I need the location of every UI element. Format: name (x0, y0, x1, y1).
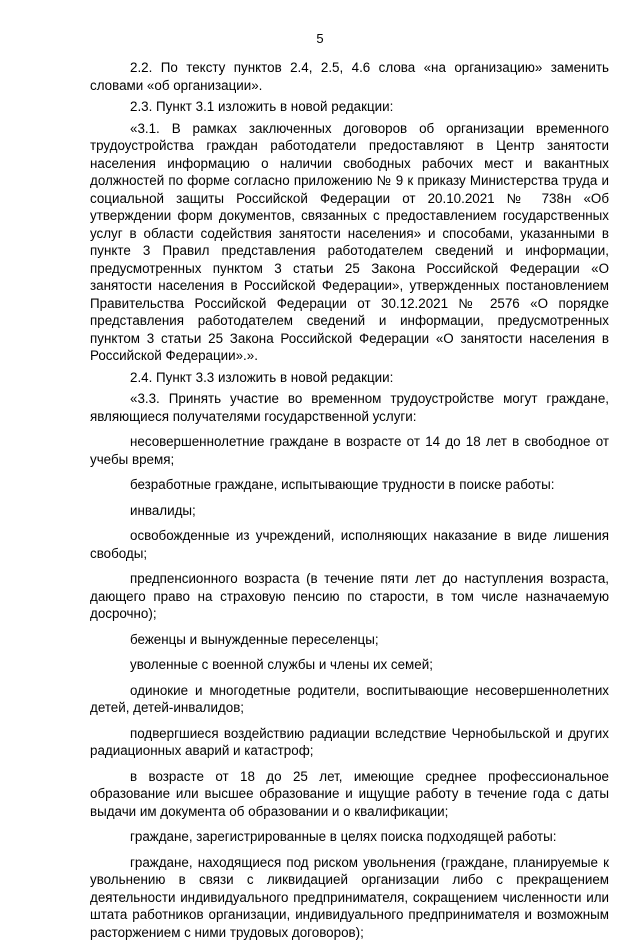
list-item-unemployed-heading: безработные граждане, испытывающие трудности в поиске работы: (130, 477, 555, 492)
list-item-single-parents: одинокие и многодетные родители, воспитывающие несовершеннолетних детей, детей-инвалидов; (90, 682, 609, 715)
list-item-military: уволенные с военной службы и члены их семей; (130, 657, 433, 672)
paragraph-2-2: 2.2. По тексту пунктов 2.4, 2.5, 4.6 слова «на организацию» заменить словами «об организации». (90, 60, 609, 93)
list-item-pre-retirement: предпенсионного возраста (в течение пяти лет до наступления возраста, дающего право на страховую пенсию по старости, в том числе назначаемую досрочно); (90, 571, 609, 621)
list-item-radiation: подвергшиеся воздействию радиации вследствие Чернобыльской и других радиационных аварий и катастроф; (90, 725, 609, 758)
paragraph-3-3-intro: «3.3. Принять участие во временном трудоустройстве могут граждане, являющиеся получателями государственной услуги: (90, 391, 609, 424)
list-item-graduates: в возрасте от 18 до 25 лет, имеющие среднее профессиональное образование или высшее образование и ищущие работу в течение года с даты выдачи им документа об образовании и о квалификации; (90, 768, 609, 819)
list-item-disabled: инвалиды; (130, 502, 196, 518)
list-item-risk-of-dismissal: граждане, находящиеся под риском увольнения (граждане, планируемые к увольнению в связи с ликвидацией организации либо с прекращением деятельности индивидуального предпринимателя, сокращением численности или штата работников организации, индивидуального предпринимателя и возможным расторжением с ними трудовых договоров); (90, 854, 609, 940)
paragraph-2-4-heading: 2.4. Пункт 3.3 изложить в новой редакции: (130, 369, 394, 385)
list-item-released-prisoners: освобожденные из учреждений, исполняющих наказание в виде лишения свободы; (90, 528, 609, 561)
page-number: 5 (316, 31, 324, 46)
paragraph-2-3-heading: 2.3. Пункт 3.1 изложить в новой редакции: (130, 99, 394, 114)
list-item-registered-heading: граждане, зарегистрированные в целях поиска подходящей работы: (130, 829, 557, 844)
document-body (90, 59, 609, 945)
paragraph-3-1-text: «3.1. В рамках заключенных договоров об организации временного трудоустройства граждан работодатели предоставляют в Центр занятости населения информацию о наличии свободных рабочих мест и вакантных должностей по форме согласно приложению № 9 к приказу Министерства труда и социальной защиты Российской Федерации от 20.10.2021 № 738н «Об утверждении форм документов, связанных с предоставлением государственных услуг в области содействия занятости населения» и способами, указанными в пункте 3 Правил представления работодателем сведений и информации, предусмотренных пунктом 3 статьи 25 Закона Российской Федерации «О занятости населения в Российской Федерации», утвержденных постановлением Правительства Российской Федерации от 30.12.2021 № 2576 «О порядке представления работодателем сведений и информации, предусмотренных пунктом 3 статьи 25 Закона Российской Федерации «О занятости населения в Российской Федерации».». (90, 120, 609, 363)
list-item-refugees: беженцы и вынужденные переселенцы; (130, 631, 379, 647)
list-item-minors: несовершеннолетние граждане в возрасте от 14 до 18 лет в свободное от учебы время; (90, 434, 609, 467)
